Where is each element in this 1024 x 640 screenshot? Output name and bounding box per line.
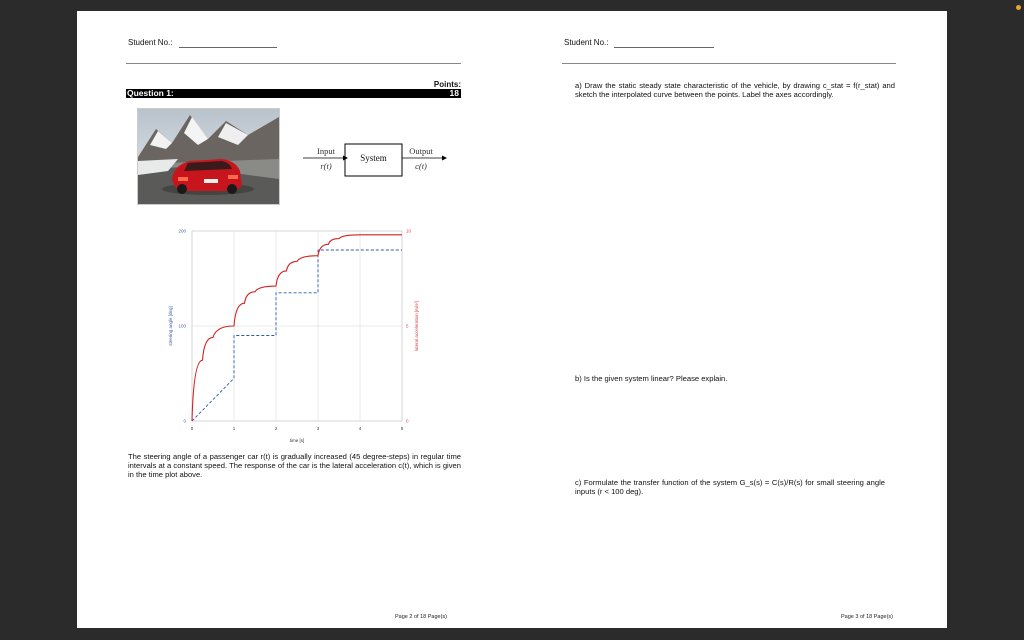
x-tick-label: 1 (232, 426, 236, 431)
plot-series (192, 235, 402, 421)
output-label: Output (409, 146, 433, 156)
y-left-axis-label: steering angle [deg] (168, 306, 173, 346)
y-right-axis-label: lateral acceleration [m/s²] (414, 300, 419, 352)
part-a-text: a) Draw the static steady state characteristic of the vehicle, by drawing c_stat = f(r_stat) and sketch the interpolated curve between the points. Label the axes accordingly. (575, 81, 895, 99)
y-right-tick-label: 5 (406, 323, 409, 329)
x-tick-label: 3 (316, 426, 320, 431)
part-b-text: b) Is the given system linear? Please explain. (575, 374, 728, 383)
left-page-footer: Page 2 of 18 Page(s) (395, 614, 447, 620)
x-axis-label: time [s] (289, 438, 305, 443)
question-description: The steering angle of a passenger car r(t) is gradually increased (45 degree-steps) in regular time intervals at a constant speed. The response of the car is the lateral acceleration c(t), which is given in the time plot above. (128, 452, 461, 479)
output-signal: c(t) (415, 161, 427, 171)
car-photo (137, 108, 280, 205)
question-bar (126, 89, 461, 98)
y-left-tick-label: 100 (178, 323, 186, 329)
y-right-tick-label: 10 (406, 228, 412, 234)
y-right-tick-label: 0 (406, 418, 409, 424)
y-left-tick-label: 200 (178, 228, 186, 234)
status-dot (1016, 5, 1021, 10)
series-line-lateral-acceleration (192, 235, 402, 421)
x-tick-label: 4 (358, 426, 362, 431)
series-line-steering-angle (192, 250, 402, 421)
header-rule-right (562, 63, 896, 64)
student-no-label-right: Student No.: (564, 38, 609, 47)
y-left-tick-label: 0 (183, 418, 186, 424)
plot-ticks (178, 229, 411, 432)
plot-grid (192, 231, 402, 421)
time-plot (162, 221, 432, 446)
x-tick-label: 2 (274, 426, 278, 431)
right-page-footer: Page 3 of 18 Page(s) (841, 614, 893, 620)
points-label: Points: (433, 80, 461, 89)
question-label: Question 1: (127, 88, 174, 98)
input-signal: r(t) (320, 161, 332, 171)
student-no-blank-right (614, 47, 714, 48)
input-label: Input (317, 146, 335, 156)
points-value: 18 (449, 88, 459, 98)
student-no-blank (179, 47, 277, 48)
student-no-label: Student No.: (128, 38, 173, 47)
header-rule (126, 63, 461, 64)
part-c-text: c) Formulate the transfer function of the system G_s(s) = C(s)/R(s) for small steering angle inputs (r < 100 deg). (575, 478, 885, 496)
x-tick-label: 0 (190, 426, 194, 431)
document-pages (77, 11, 947, 628)
x-tick-label: 5 (400, 426, 404, 431)
system-label: System (360, 153, 387, 163)
